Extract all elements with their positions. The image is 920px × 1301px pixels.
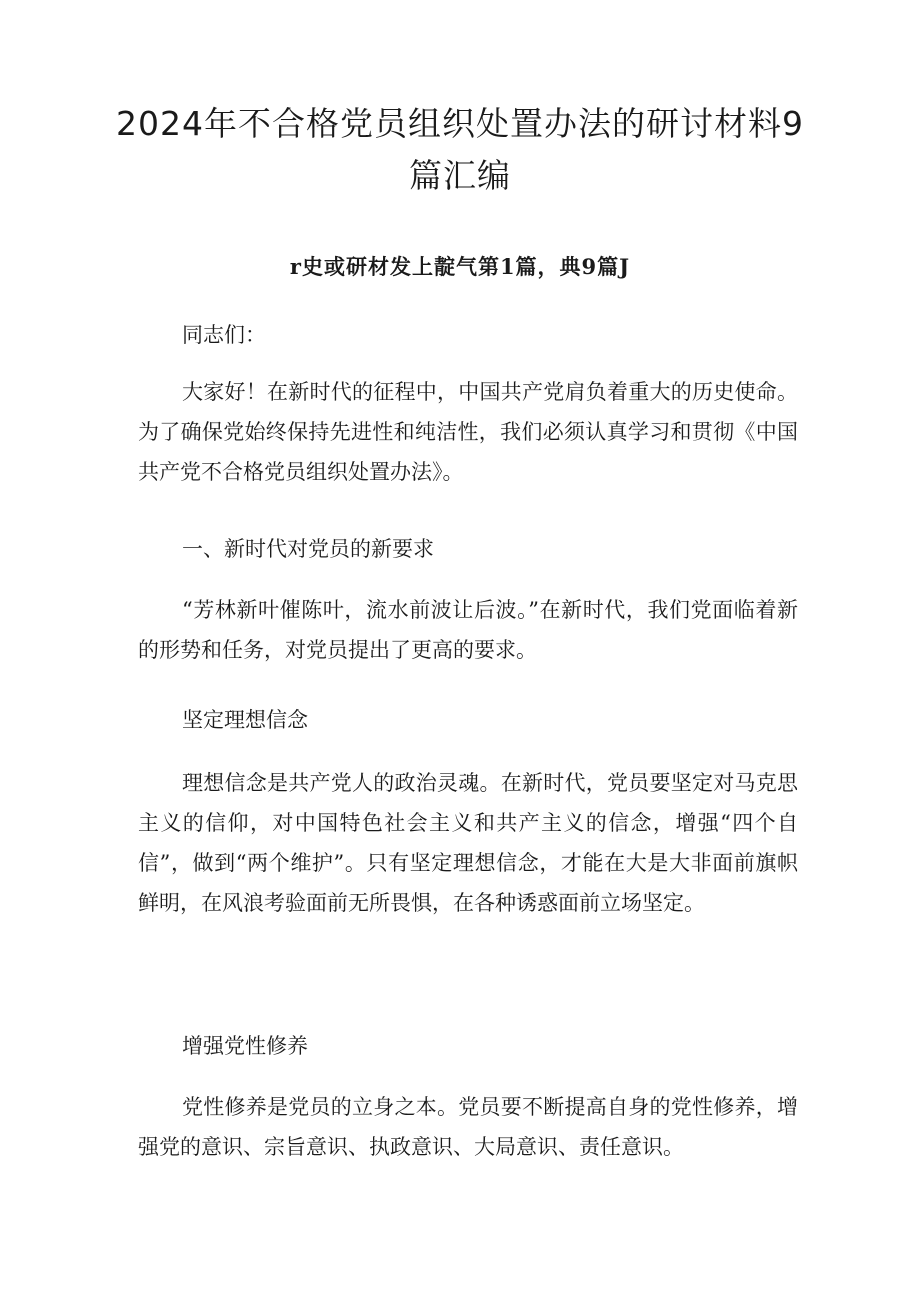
body-paragraph: 党性修养是党员的立身之本。党员要不断提高自身的党性修养，增强党的意识、宗旨意识、执政意识、大局意识、责任意识。 (138, 1095, 798, 1159)
intro-paragraph: 大家好！在新时代的征程中，中国共产党肩负着重大的历史使命。为了确保党始终保持先进性和纯洁性，我们必须认真学习和贯彻《中国共产党不合格党员组织处置办法》。 (138, 380, 798, 484)
document-title: 2024年不合格党员组织处置办法的研讨材料9篇汇编 (116, 104, 804, 195)
subsection-heading: 坚定理想信念 (182, 708, 308, 732)
subsection-heading: 增强党性修养 (182, 1034, 308, 1058)
document-subtitle: r史或研材发上靛气第1篇，典9篇J (289, 254, 631, 279)
body-paragraph: “芳林新叶催陈叶，流水前波让后波。”在新时代，我们党面临着新的形势和任务，对党员提出了更高的要求。 (138, 598, 798, 662)
body-paragraph: 理想信念是共产党人的政治灵魂。在新时代，党员要坚定对马克思主义的信仰，对中国特色社会主义和共产主义的信念，增强“四个自信”，做到“两个维护”。只有坚定理想信念，才能在大是大非面前旗帜鲜明，在风浪考验面前无所畏惧，在各种诱惑面前立场坚定。 (138, 771, 798, 915)
section-heading: 一、新时代对党员的新要求 (182, 537, 434, 561)
salutation: 同志们： (182, 323, 266, 347)
